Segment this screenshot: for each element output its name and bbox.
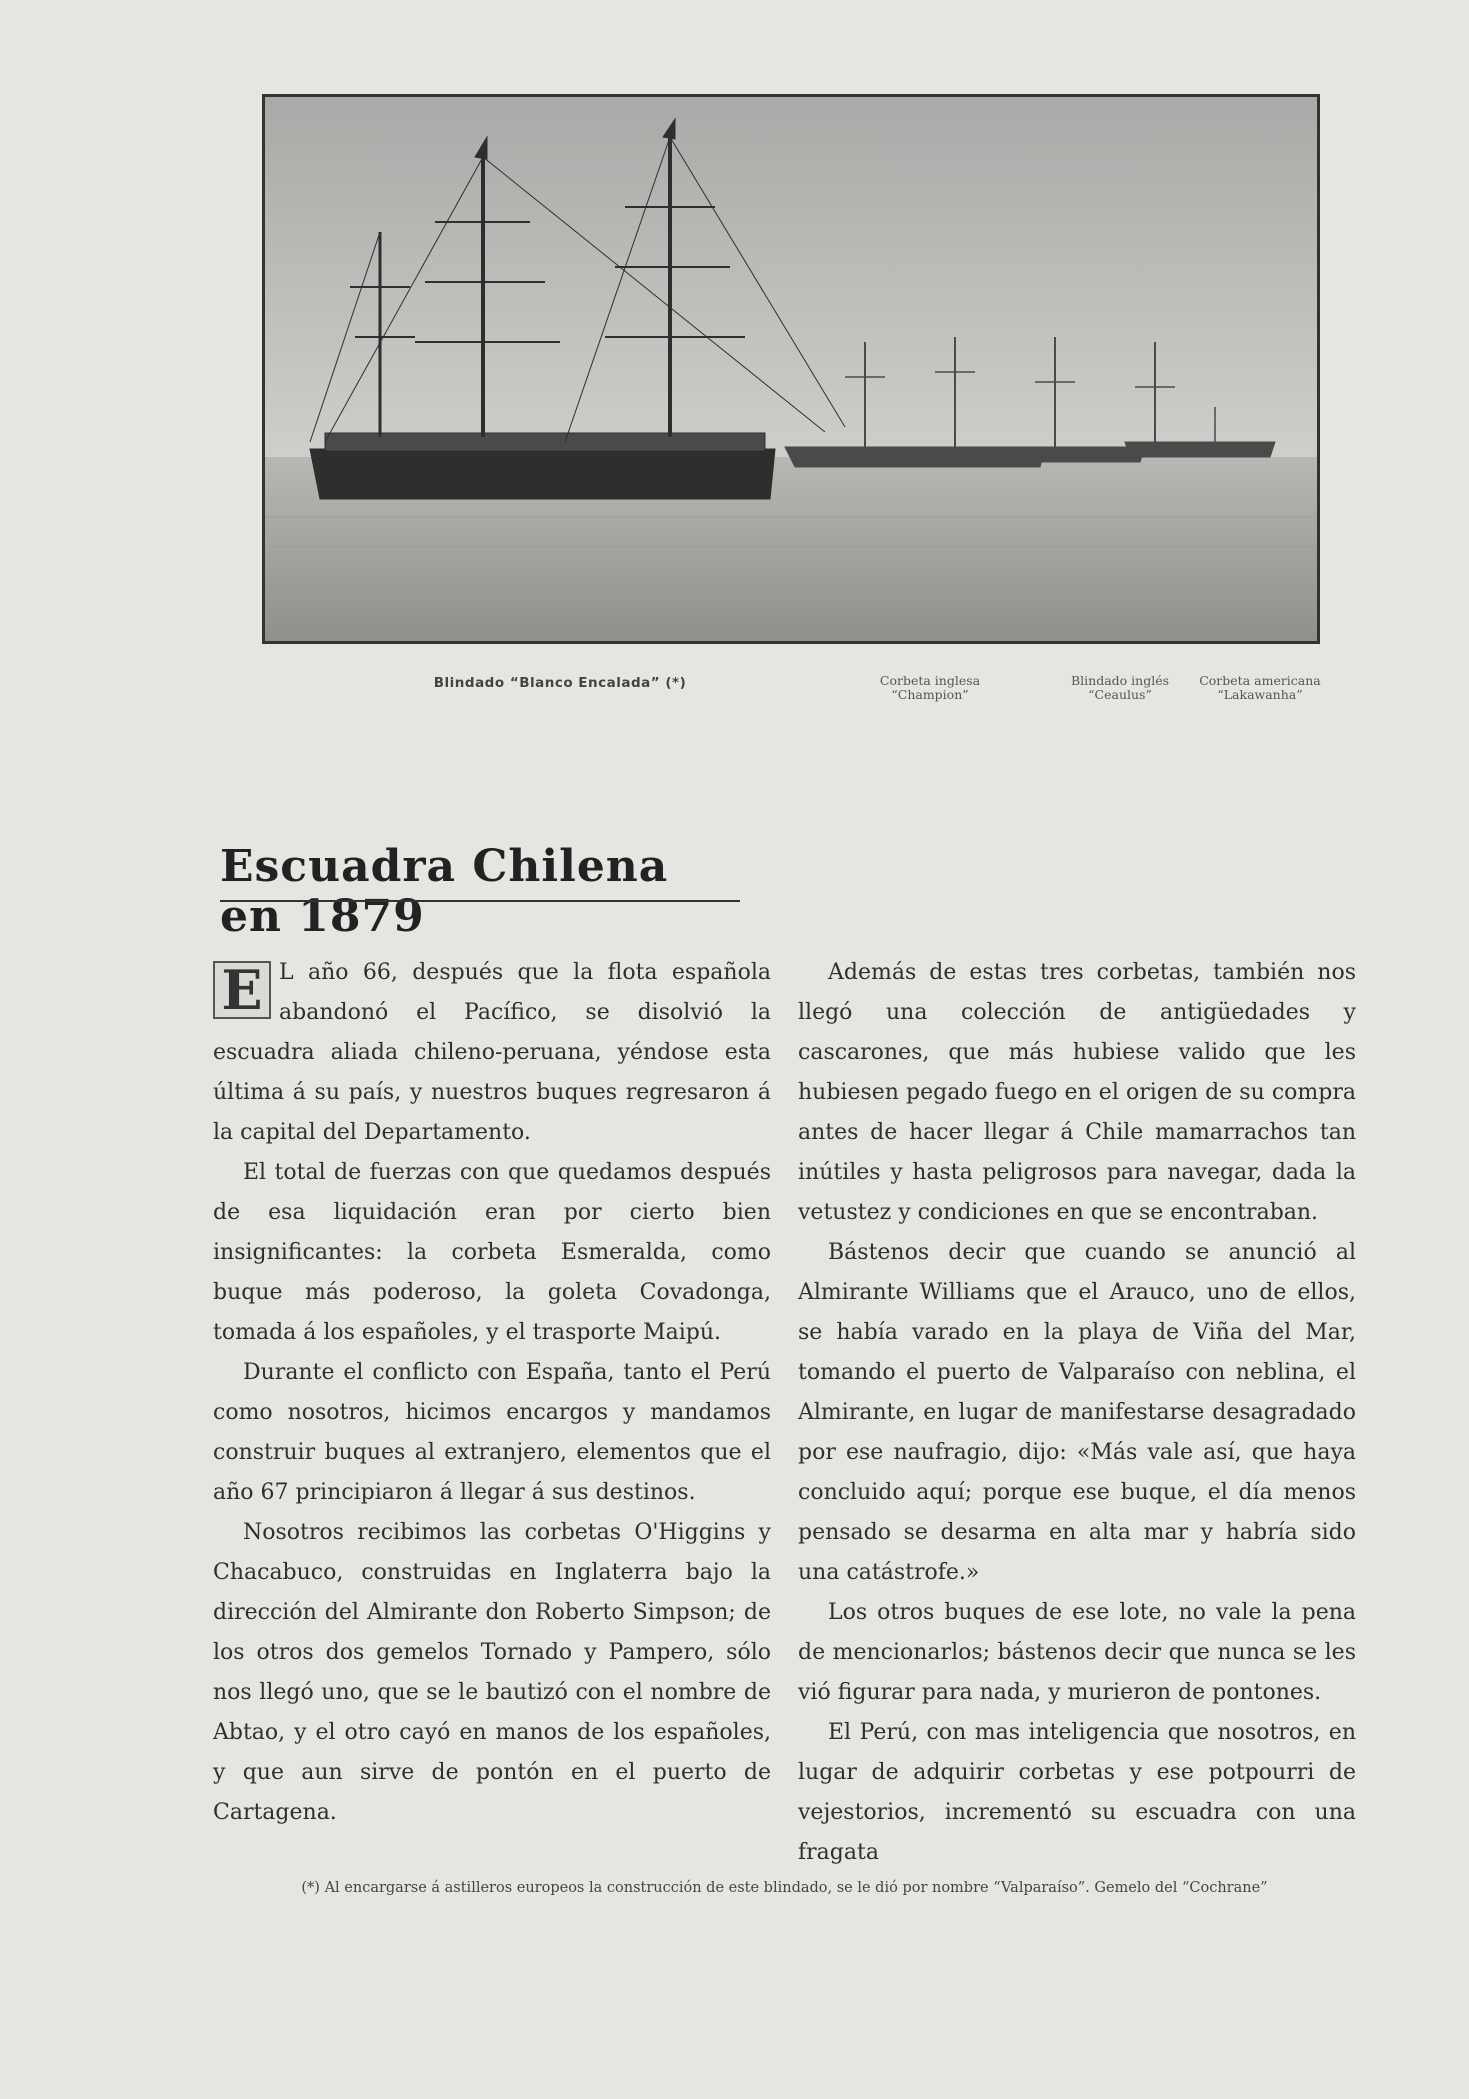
paragraph: El Perú, con mas inteligencia que nosotros, en lugar de adquirir corbetas y ese potpourri de vejestorios, incrementó su escuadra con una fragata	[798, 1720, 1356, 1865]
caption-champion-line1: Corbeta inglesa	[879, 673, 981, 688]
article-title: Escuadra Chilena en 1879	[220, 841, 669, 942]
paragraph: Los otros buques de ese lote, no vale la pena de mencionarlos; bástenos decir que nunca se les vió figurar para nada, y murieron de pontones.	[798, 1600, 1356, 1705]
caption-blanco-encalada: Blindado “Blanco Encalada” (*)	[433, 675, 687, 691]
ships-photograph	[262, 94, 1320, 644]
harbor-ships-illustration	[265, 97, 1317, 641]
caption-lakawanha	[1180, 674, 1340, 702]
article-column-left	[213, 953, 771, 1833]
paragraph: Además de estas tres corbetas, también nos llegó una colección de antigüedades y cascarones, que más hubiese valido que les hubiesen pegado fuego en el origen de su compra antes de hacer llegar á Chile mamarrachos tan inútiles y hasta peligrosos para navegar, dada la vetustez y condiciones en que se encontraban.	[798, 960, 1356, 1225]
paragraph: El total de fuerzas con que quedamos después de esa liquidación eran por cierto bien insignificantes: la corbeta Esmeralda, como buque más poderoso, la goleta Covadonga, tomada á los españoles, y el trasporte Maipú.	[213, 1160, 771, 1345]
caption-ceaulus-line2: “Ceaulus”	[1088, 687, 1152, 702]
paragraph: Bástenos decir que cuando se anunció al Almirante Williams que el Arauco, uno de ellos, se había varado en la playa de Viña del Mar, tomando el puerto de Valparaíso con neblina, el Almirante, en lugar de manifestarse desagradado por ese naufragio, dijo: «Más vale así, que haya concluido aquí; porque ese buque, el día menos pensado se desarma en alta mar y habría sido una catástrofe.»	[798, 1240, 1356, 1585]
paragraph	[213, 953, 771, 1153]
footnote: (*) Al encargarse á astilleros europeos la construcción de este blindado, se le dió por nombre “Valparaíso”. Gemelo del “Cochrane”	[301, 1880, 1268, 1896]
caption-ceaulus-line1: Blindado inglés	[1070, 673, 1170, 688]
caption-lakawanha-line1: Corbeta americana	[1199, 673, 1321, 688]
caption-ceaulus	[1040, 674, 1200, 702]
paragraph: Durante el conflicto con España, tanto el Perú como nosotros, hicimos encargos y mandamos construir buques al extranjero, elementos que el año 67 principiaron á llegar á sus destinos.	[213, 1360, 771, 1505]
caption-champion	[850, 674, 1010, 702]
caption-champion-line2: “Champion”	[891, 687, 969, 702]
paragraph-text: L año 66, después que la flota española abandonó el Pacífico, se disolvió la escuadra aliada chileno-peruana, yéndose esta última á su país, y nuestros buques regresaron á la capital del Departamento.	[213, 960, 771, 1145]
title-underline	[220, 900, 740, 902]
drop-cap: E	[213, 961, 271, 1019]
paragraph: Nosotros recibimos las corbetas O'Higgins y Chacabuco, construidas en Inglaterra bajo la dirección del Almirante don Roberto Simpson; de los otros dos gemelos Tornado y Pampero, sólo nos llegó uno, que se le bautizó con el nombre de Abtao, y el otro cayó en manos de los españoles, y que aun sirve de pontón en el puerto de Cartagena.	[213, 1520, 771, 1825]
article-column-right	[798, 953, 1356, 1873]
caption-lakawanha-line2: “Lakawanha”	[1217, 687, 1303, 702]
